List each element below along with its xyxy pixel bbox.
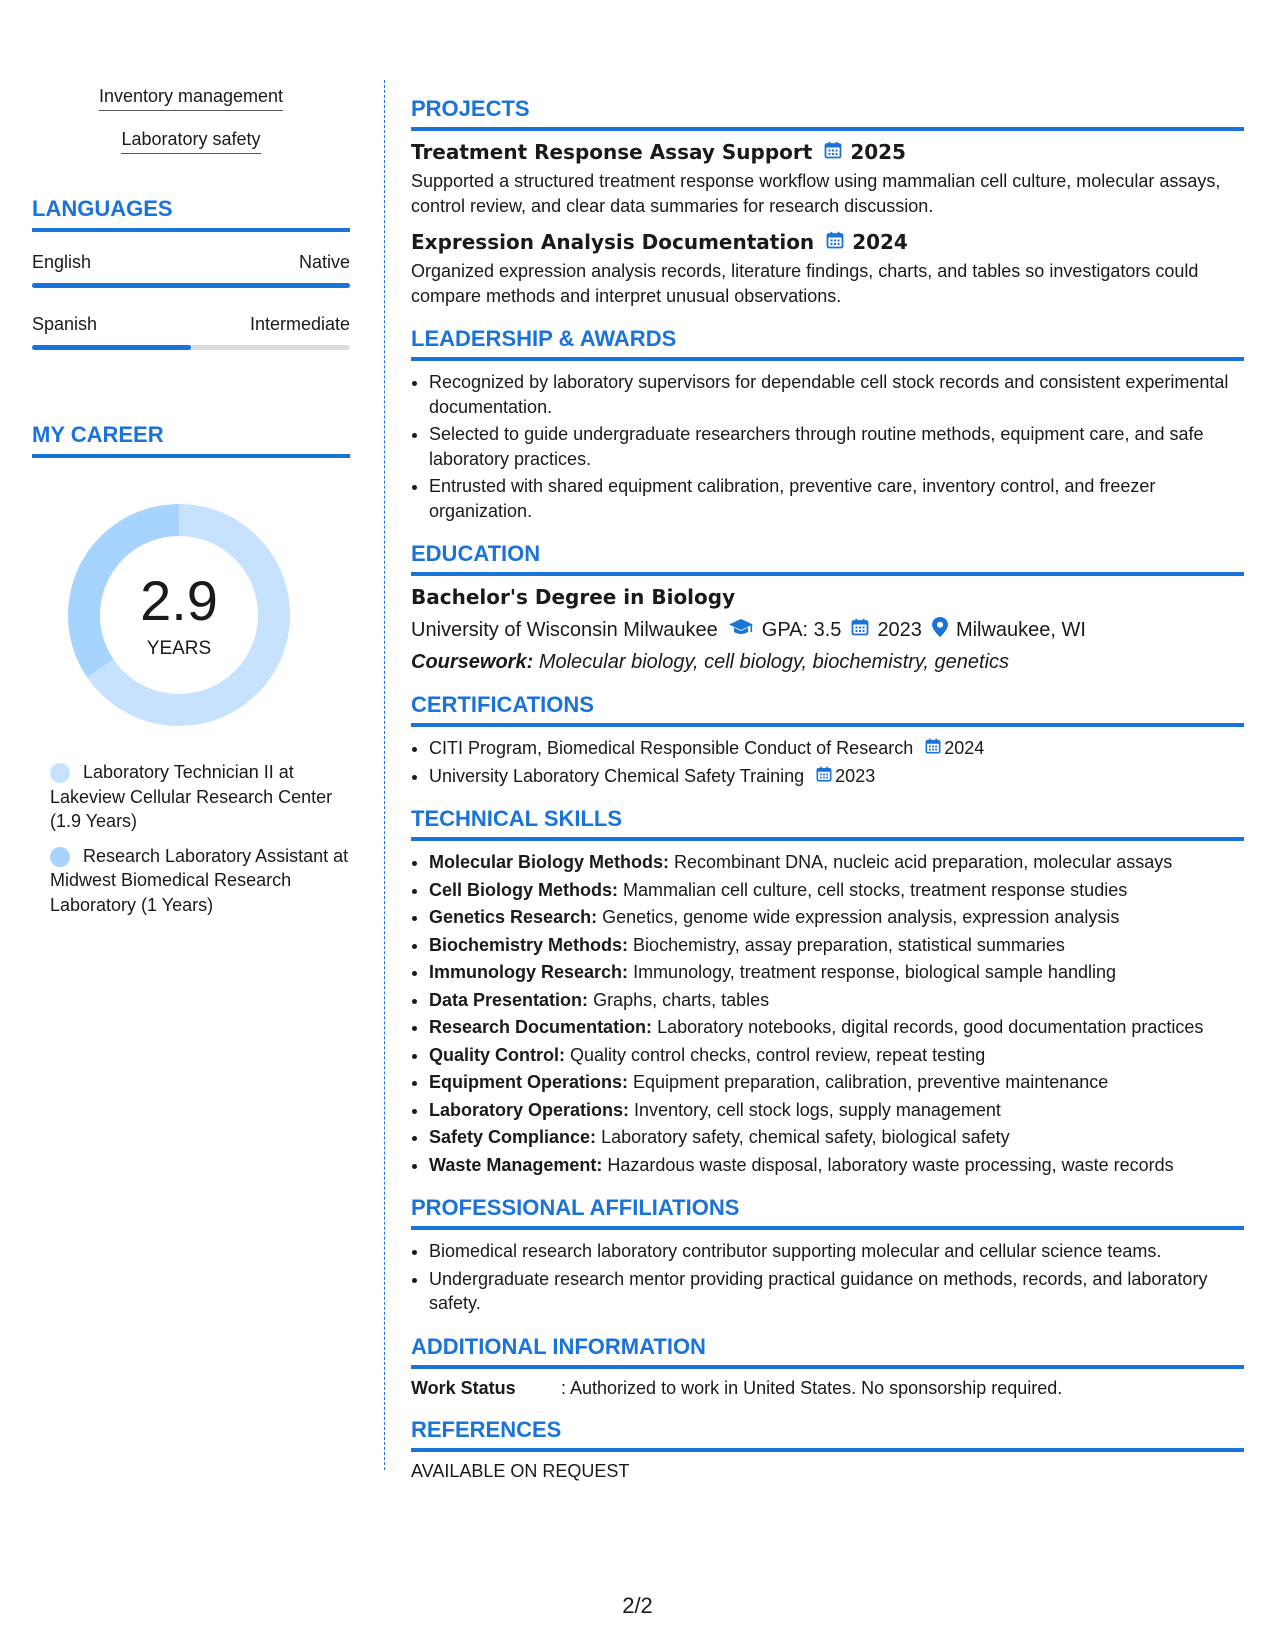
- references-heading: REFERENCES: [411, 1417, 1244, 1452]
- coursework: [411, 651, 1244, 674]
- calendar-icon: [824, 140, 842, 164]
- skill-value: Biochemistry, assay preparation, statistical summaries: [633, 934, 1065, 955]
- calendar-icon: [826, 230, 844, 254]
- education-heading: EDUCATION: [411, 541, 1244, 576]
- graduation-cap-icon: [728, 618, 754, 642]
- career-entry: [32, 844, 350, 918]
- degree-title: Bachelor's Degree in Biology: [411, 585, 736, 609]
- work-status-value: : Authorized to work in United States. No sponsorship required.: [561, 1377, 1063, 1398]
- skill-value: Inventory, cell stock logs, supply management: [634, 1099, 1001, 1120]
- certifications-section: [411, 692, 1244, 788]
- page-number: 2/2: [622, 1593, 653, 1618]
- language-level: Native: [298, 252, 350, 272]
- skill-value: Immunology, treatment response, biological sample handling: [633, 962, 1116, 982]
- projects-section: [411, 96, 1244, 308]
- skill-label: Cell Biology Methods:: [429, 879, 618, 900]
- career-donut-chart: [66, 502, 292, 728]
- skill-label: Molecular Biology Methods:: [429, 852, 670, 872]
- list-item: • Entrusted with shared equipment calibration, preventive care, inventory control, and freezer organization.: [429, 474, 1244, 523]
- certification-year: 2024: [944, 738, 985, 758]
- career-legend-dot: [50, 763, 70, 783]
- skill-item: [429, 905, 1244, 930]
- school-location: Milwaukee, WI: [955, 618, 1086, 641]
- skill-item: [429, 960, 1244, 985]
- coursework-list: Molecular biology, cell biology, biochemistry, genetics: [538, 651, 1010, 673]
- coursework-label: Coursework:: [411, 651, 534, 673]
- language-item: [32, 252, 350, 288]
- project-description: Organized expression analysis records, literature findings, charts, and tables so investigators could compare methods and interpret unusual observations.: [411, 261, 1199, 306]
- skill-label: Safety Compliance:: [429, 1127, 597, 1147]
- career-entry: [32, 760, 350, 834]
- leadership-list: [411, 370, 1244, 523]
- career-total-unit: YEARS: [146, 638, 212, 659]
- career-heading: MY CAREER: [32, 422, 350, 458]
- career-entry-text: Laboratory Technician II at Lakeview Cellular Research Center (1.9 Years): [50, 762, 333, 831]
- school-name: University of Wisconsin Milwaukee: [411, 618, 718, 641]
- gpa: GPA: 3.5: [761, 618, 842, 641]
- project-name: Treatment Response Assay Support: [411, 140, 813, 164]
- list-item: • Recognized by laboratory supervisors for dependable cell stock records and consistent experimental documentation.: [429, 370, 1244, 419]
- list-item: • Biomedical research laboratory contributor supporting molecular and cellular science teams.: [429, 1239, 1244, 1264]
- certification-item: [429, 736, 1244, 761]
- certifications-heading: CERTIFICATIONS: [411, 692, 1244, 727]
- certification-name: • CITI Program, Biomedical Responsible Conduct of Research: [429, 738, 914, 758]
- skill-value: Quality control checks, control review, repeat testing: [570, 1044, 986, 1065]
- career-legend-dot: [50, 847, 70, 867]
- list-item: • Selected to guide undergraduate researchers through routine methods, equipment care, and safe laboratory practices.: [429, 422, 1244, 471]
- languages-heading: LANGUAGES: [32, 196, 350, 232]
- graduation-year: 2023: [877, 618, 922, 641]
- technical-skills-section: [411, 806, 1244, 1177]
- list-item: • Undergraduate research mentor providing practical guidance on methods, records, and laboratory safety.: [429, 1267, 1244, 1316]
- map-pin-icon: [932, 617, 948, 643]
- project-item: [411, 140, 1244, 218]
- skill-item: [429, 1070, 1244, 1095]
- leadership-section: [411, 326, 1244, 523]
- skill-item: [429, 1125, 1244, 1150]
- work-status-label: Work Status: [411, 1377, 516, 1398]
- references-text: AVAILABLE ON REQUEST: [411, 1460, 630, 1481]
- career-total-years: 2.9: [140, 569, 218, 632]
- language-level: Intermediate: [249, 314, 350, 334]
- language-bar: [32, 283, 350, 288]
- certification-name: • University Laboratory Chemical Safety Training: [429, 765, 805, 786]
- additional-info-heading: ADDITIONAL INFORMATION: [411, 1334, 1244, 1369]
- skill-item: [429, 1015, 1244, 1040]
- project-year: 2025: [850, 140, 906, 164]
- language-bar: [32, 345, 350, 350]
- project-item: [411, 230, 1244, 308]
- project-description: Supported a structured treatment response workflow using mammalian cell culture, molecular assays, control review, and clear data summaries for research discussion.: [411, 171, 1221, 216]
- skill-label: Equipment Operations:: [429, 1072, 629, 1092]
- additional-info-section: [411, 1334, 1244, 1399]
- skill-value: Recombinant DNA, nucleic acid preparation, molecular assays: [674, 852, 1173, 872]
- education-section: [411, 541, 1244, 674]
- skill-value: Laboratory safety, chemical safety, biological safety: [601, 1127, 1010, 1147]
- skill-value: Mammalian cell culture, cell stocks, treatment response studies: [623, 879, 1128, 900]
- technical-skills-list: [411, 850, 1244, 1177]
- technical-skills-heading: TECHNICAL SKILLS: [411, 806, 1244, 841]
- skill-label: Research Documentation:: [429, 1017, 653, 1037]
- skill-label: Biochemistry Methods:: [429, 934, 629, 955]
- skill-label: Waste Management:: [429, 1154, 603, 1175]
- references-section: [411, 1417, 1244, 1482]
- skill-item: [429, 1153, 1244, 1178]
- skill-item: [429, 988, 1244, 1013]
- projects-heading: PROJECTS: [411, 96, 1244, 131]
- language-bar-fill: [32, 345, 191, 350]
- skill-tag: Laboratory safety: [121, 129, 260, 154]
- skill-item: [429, 933, 1244, 958]
- skill-value: Equipment preparation, calibration, preventive maintenance: [633, 1072, 1109, 1092]
- column-divider: [384, 80, 385, 1470]
- career-entry-text: Research Laboratory Assistant at Midwest Biomedical Research Laboratory (1 Years): [50, 845, 349, 915]
- skill-item: [429, 1043, 1244, 1068]
- skill-value: Laboratory notebooks, digital records, good documentation practices: [657, 1017, 1204, 1037]
- skill-label: Immunology Research:: [429, 962, 629, 982]
- language-name: English: [32, 252, 92, 272]
- skill-label: Quality Control:: [429, 1044, 565, 1065]
- certification-year: 2023: [835, 765, 876, 786]
- skill-item: [429, 1098, 1244, 1123]
- project-name: Expression Analysis Documentation: [411, 230, 815, 254]
- skill-item: [429, 878, 1244, 903]
- skill-value: Genetics, genome wide expression analysis, expression analysis: [602, 907, 1120, 927]
- calendar-icon: [925, 736, 941, 761]
- calendar-icon: [816, 764, 832, 789]
- work-status-row: [411, 1378, 1244, 1399]
- leadership-heading: LEADERSHIP & AWARDS: [411, 326, 1244, 361]
- skill-label: Data Presentation:: [429, 989, 589, 1010]
- skill-label: Laboratory Operations:: [429, 1099, 630, 1120]
- skill-tag: Inventory management: [99, 86, 283, 111]
- affiliations-heading: PROFESSIONAL AFFILIATIONS: [411, 1195, 1244, 1230]
- skill-value: Hazardous waste disposal, laboratory waste processing, waste records: [607, 1154, 1174, 1175]
- certifications-list: [411, 736, 1244, 788]
- calendar-icon: [851, 618, 869, 642]
- skill-item: [429, 850, 1244, 875]
- language-name: Spanish: [32, 314, 98, 334]
- language-item: [32, 314, 350, 350]
- skill-label: Genetics Research:: [429, 907, 598, 927]
- project-year: 2024: [852, 230, 908, 254]
- affiliations-list: [411, 1239, 1244, 1316]
- certification-item: [429, 764, 1244, 789]
- language-bar-fill: [32, 283, 350, 288]
- left-column: [32, 86, 350, 917]
- right-column: [411, 96, 1244, 1500]
- affiliations-section: [411, 1195, 1244, 1316]
- skill-value: Graphs, charts, tables: [593, 989, 770, 1010]
